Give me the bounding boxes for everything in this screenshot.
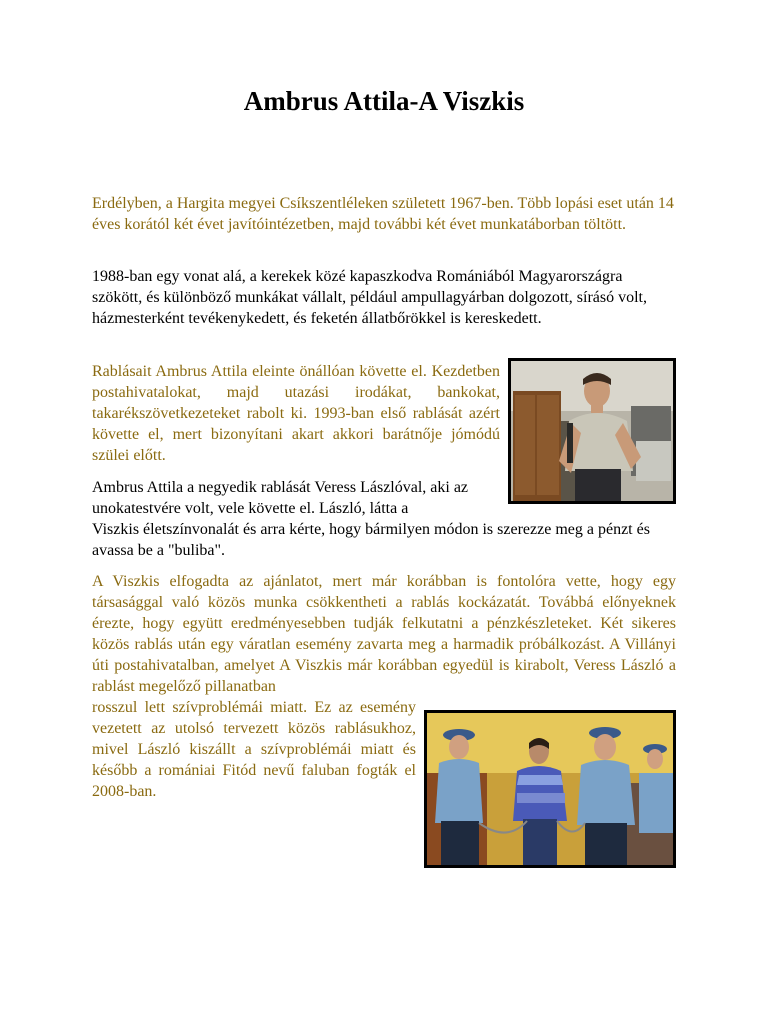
paragraph-ending: rosszul lett szívproblémái miatt. Ez az esemény vezetett az utolsó tervezett közös rablásukhoz, mivel László kiszállt a szívproblémái miatt és később a romániai Fitód nevű faluban fogták el 2008-ban.: [92, 699, 416, 800]
photo-portrait-image: [511, 361, 673, 501]
photo-arrest-image: [427, 713, 673, 865]
paragraph-robberies: Rablásait Ambrus Attila eleinte önállóan követte el. Kezdetben postahivatalokat, majd utazási irodákat, bankokat, takarékszövetkezeteket rabolt ki. 1993-ban első rablását azért követte el, mert bizonyítani akart akkori barátnője jómódú szülei előtt.: [92, 363, 500, 464]
paragraph-escape: 1988-ban egy vonat alá, a kerekek közé kapaszkodva Romániából Magyarországra szökött, és különböző munkákat vállalt, például ampullagyárban dolgozott, sírásó volt, házmesterként tevékenykedett, és feketén állatbőrökkel is kereskedett.: [92, 268, 647, 327]
paragraph-partnership: A Viszkis elfogadta az ajánlatot, mert már korábban is fontolóra vette, hogy egy társasággal való közös munka csökkentheti a rablás kockázatát. Továbbá előnyeknek érezte, hogy együtt eredményesebben tudják felkutatni a pénzkészleteket. Két sikeres közös rablás után egy váratlan esemény zavarta meg a harmadik próbálkozást. A Villányi úti postahivatalban, amelyet A Viszkis már korábban egyedül is kirabolt, Veress László a rablást megelőző pillanatban: [92, 573, 676, 695]
paragraph-fourth-robbery-end: Viszkis életszínvonalát és arra kérte, hogy bármilyen módon is szerezze meg a pénzt és avassa be a "buliba".: [92, 521, 650, 559]
paragraph-birth: Erdélyben, a Hargita megyei Csíkszentléleken született 1967-ben. Több lopási eset után 14 éves korától két évet javítóintézetben, majd további két évet munkatáborban töltött.: [92, 195, 674, 233]
photo-arrest: [424, 710, 676, 868]
paragraph-fourth-robbery-start: Ambrus Attila a negyedik rablását Veress Lászlóval, aki az unokatestvére volt, vele követte el. László, látta a: [92, 479, 469, 517]
page-title: Ambrus Attila-A Viszkis: [243, 86, 525, 116]
photo-portrait: [508, 358, 676, 504]
